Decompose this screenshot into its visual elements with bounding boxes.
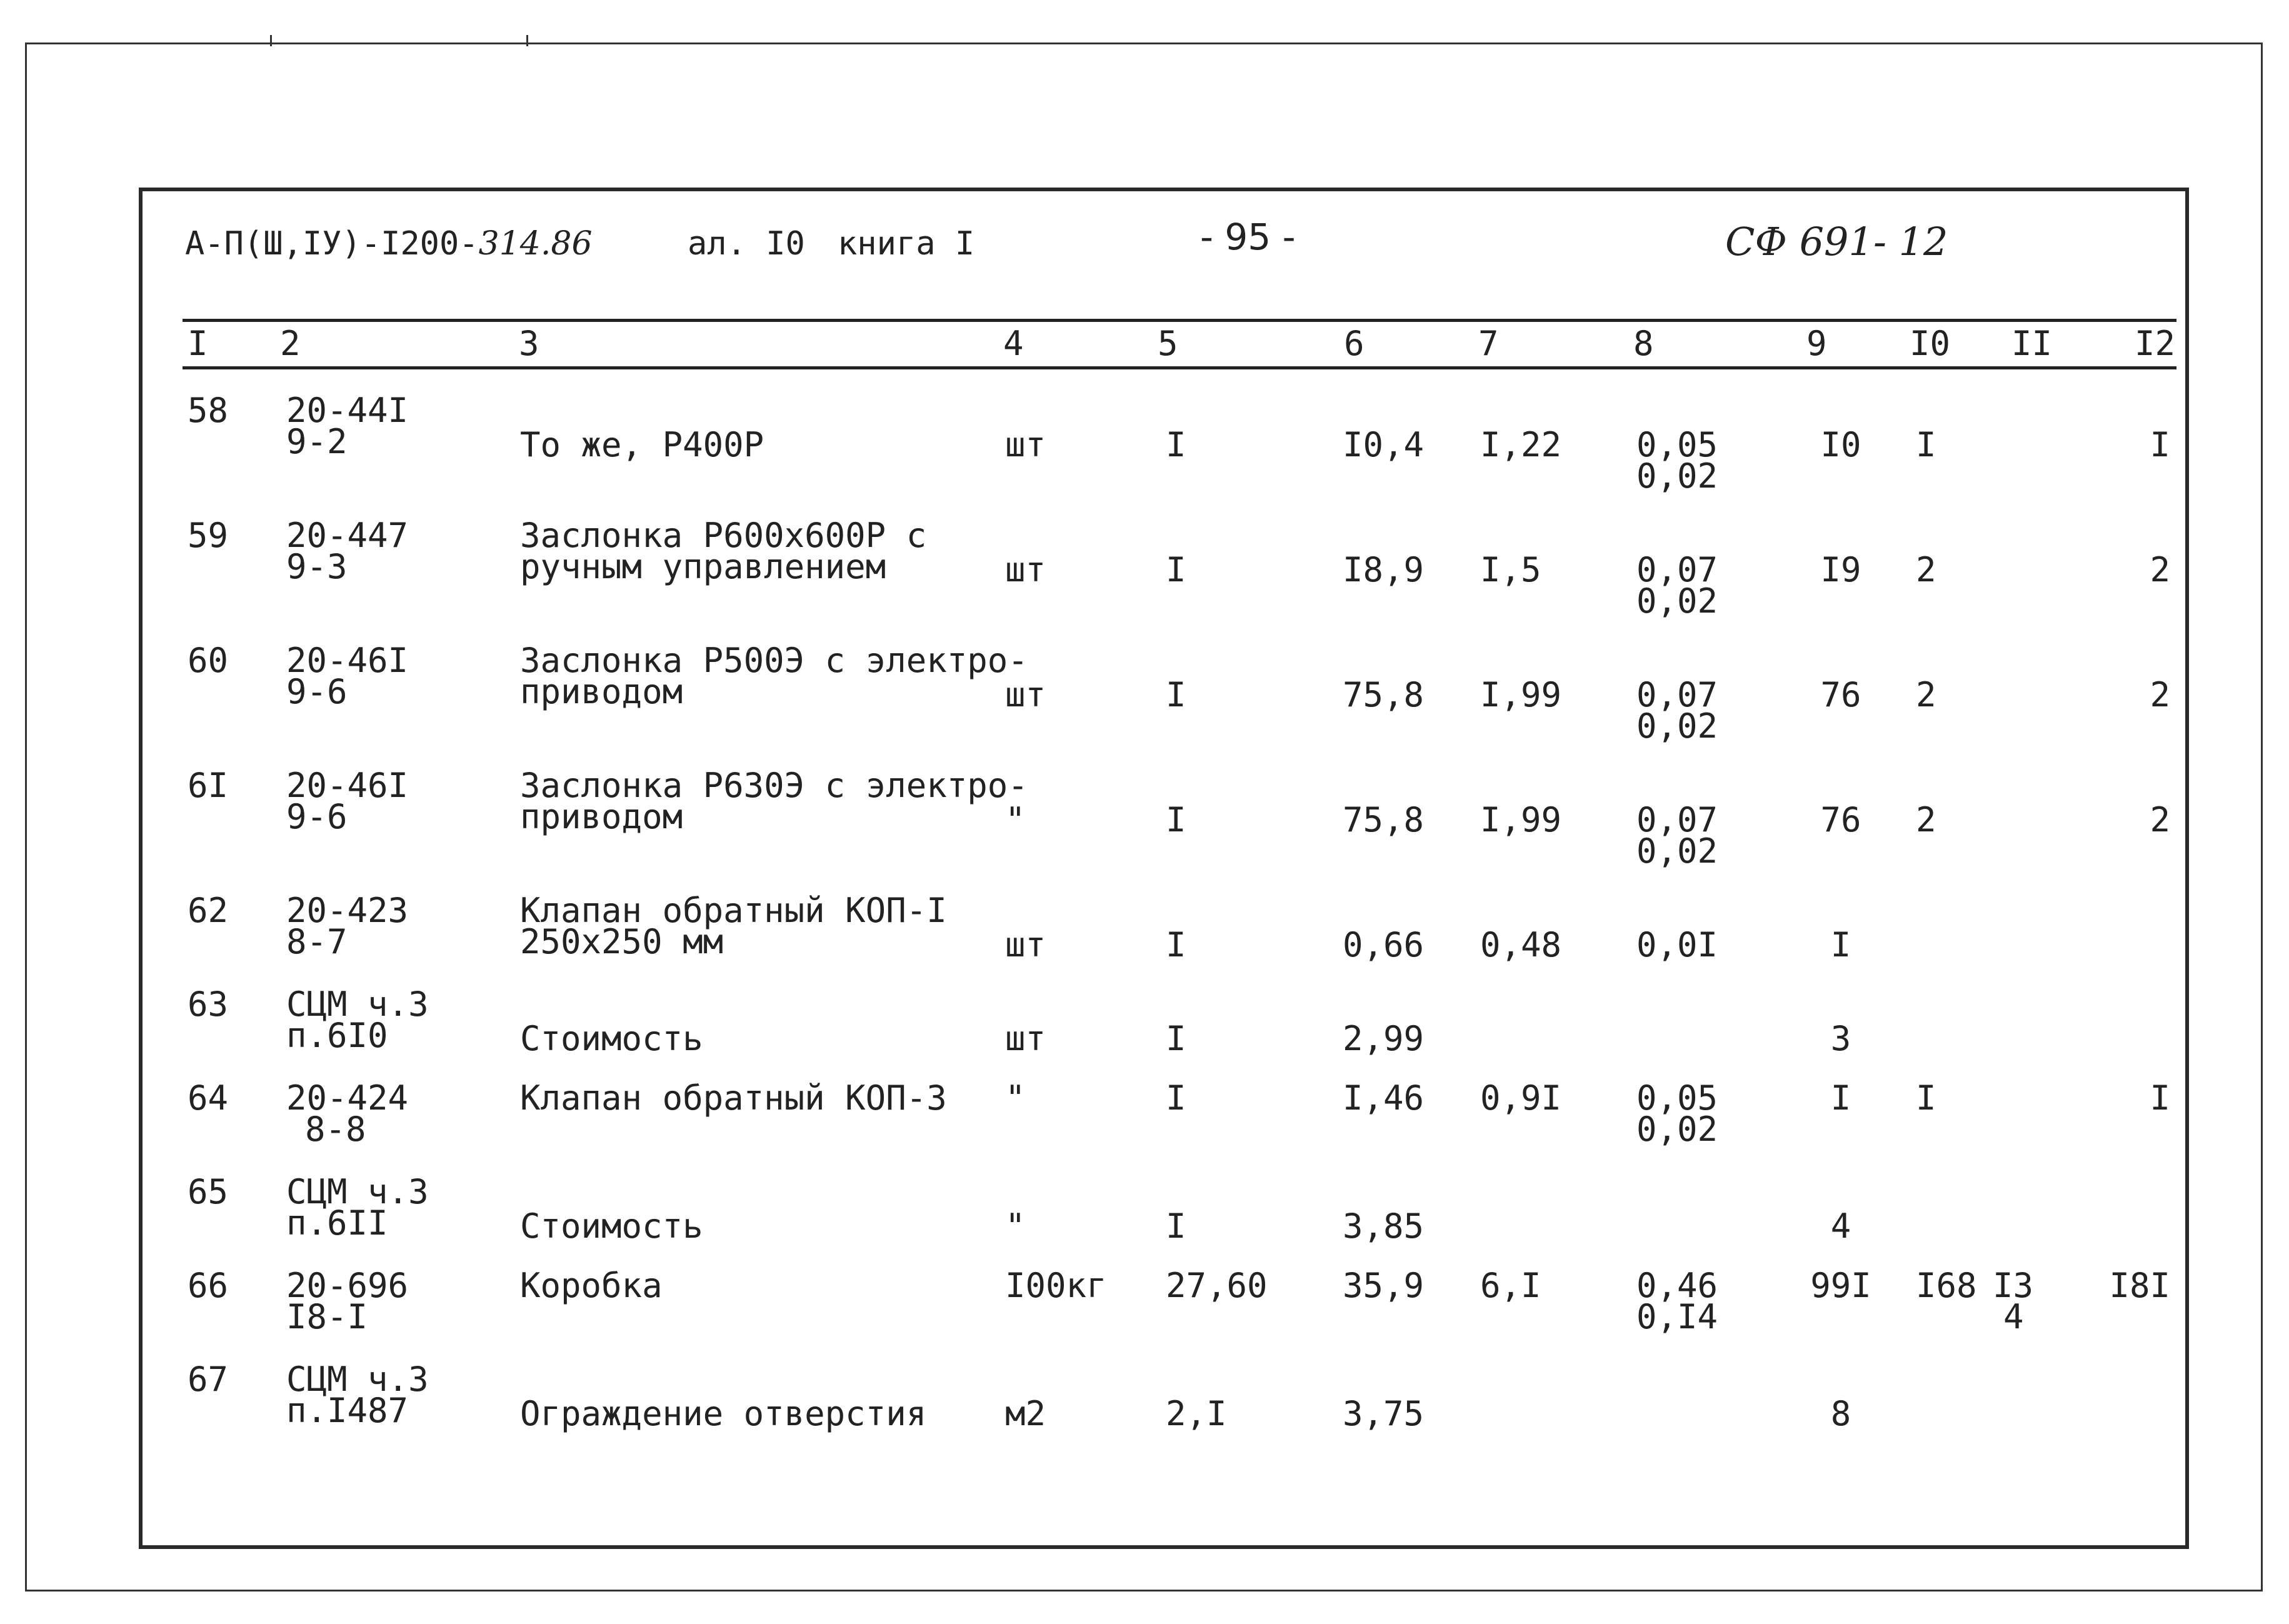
- quantity: 27,60: [1166, 1266, 1268, 1305]
- col8-value-1: 0,07: [1636, 550, 1718, 589]
- row-number: 64: [188, 1078, 229, 1118]
- column-number-12: I2: [2135, 324, 2176, 363]
- col7-value: 0,9I: [1480, 1078, 1562, 1118]
- table-row: [0, 1172, 2289, 1246]
- name-line-2: Стоимость: [520, 1206, 703, 1246]
- frame-tick-left: [270, 35, 272, 46]
- row-number: 58: [188, 391, 229, 430]
- code-line-1: СЦМ ч.3: [286, 985, 429, 1024]
- col8-value-2: 0,I4: [1636, 1297, 1718, 1336]
- col6-value: I0,4: [1342, 425, 1424, 464]
- column-number-6: 6: [1344, 324, 1365, 363]
- code-line-1: 20-696: [286, 1266, 409, 1305]
- quantity: I: [1166, 550, 1186, 589]
- quantity: I: [1166, 425, 1186, 464]
- col8-value-2: 0,02: [1636, 456, 1718, 496]
- col8-value-2: 0,02: [1636, 706, 1718, 746]
- unit: ": [1005, 1078, 1026, 1118]
- col6-value: 2,99: [1342, 1019, 1424, 1058]
- column-number-10: I0: [1910, 324, 1951, 363]
- code-line-2: 9-6: [286, 797, 348, 836]
- code-line-1: 20-46I: [286, 766, 409, 805]
- col9-value: I9: [1820, 550, 1861, 589]
- col8-value-2: 0,02: [1636, 831, 1718, 871]
- code-line-1: 20-423: [286, 891, 409, 930]
- row-number: 62: [188, 891, 229, 930]
- col6-value: 75,8: [1342, 800, 1424, 840]
- code-line-2: 9-2: [286, 422, 348, 461]
- column-number-7: 7: [1478, 324, 1499, 363]
- col9-value: 8: [1830, 1394, 1851, 1433]
- code-line-2: п.I487: [286, 1391, 409, 1430]
- name-line-1: Клапан обратный КОП-I: [520, 891, 947, 930]
- name-line-1: Заслонка Р500Э с электро-: [520, 641, 1028, 680]
- col6-value: I,46: [1342, 1078, 1424, 1118]
- col7-value: 6,I: [1480, 1266, 1541, 1305]
- album-label: ал. I0: [688, 225, 805, 263]
- code-line-1: 20-424: [286, 1078, 409, 1118]
- column-number-9: 9: [1806, 324, 1827, 363]
- col8-value-2: 0,02: [1636, 581, 1718, 621]
- name-line-1: Клапан обратный КОП-3: [520, 1078, 947, 1118]
- code-line-1: 20-447: [286, 516, 409, 555]
- col12-value: 2: [2150, 675, 2170, 714]
- col6-value: 3,75: [1342, 1394, 1424, 1433]
- code-line-2: 8-7: [286, 922, 348, 961]
- quantity: I: [1166, 925, 1186, 965]
- code-line-2: 8-8: [305, 1110, 366, 1149]
- col12-value: 2: [2150, 550, 2170, 589]
- col12-value: I8I: [2109, 1266, 2170, 1305]
- row-number: 60: [188, 641, 229, 680]
- quantity: I: [1166, 675, 1186, 714]
- code-line-1: СЦМ ч.3: [286, 1360, 429, 1399]
- table-row: [0, 1266, 2289, 1336]
- col7-value: I,99: [1480, 675, 1562, 714]
- col8-value-2: 0,0I: [1636, 925, 1718, 965]
- table-row: [0, 391, 2289, 496]
- code-line-1: СЦМ ч.3: [286, 1172, 429, 1211]
- col9-value: 3: [1830, 1019, 1851, 1058]
- col8-value-1: 0,46: [1636, 1266, 1718, 1305]
- name-line-2: Стоимость: [520, 1019, 703, 1058]
- unit: шт: [1005, 675, 1046, 714]
- col7-value: I,22: [1480, 425, 1562, 464]
- column-number-3: 3: [519, 324, 539, 363]
- col10-value: I68: [1916, 1266, 1977, 1305]
- column-number-4: 4: [1003, 324, 1024, 363]
- unit: шт: [1005, 1019, 1046, 1058]
- column-number-2: 2: [280, 324, 301, 363]
- col9-value: 99I: [1810, 1266, 1871, 1305]
- table-row: [0, 985, 2289, 1058]
- table-row: [0, 891, 2289, 965]
- col10-value: 2: [1916, 800, 1936, 840]
- col11-value-1: I3: [1993, 1266, 2034, 1305]
- doc-code-print: А-П(Ш,IУ)-I200-: [185, 225, 479, 263]
- row-number: 66: [188, 1266, 229, 1305]
- col6-value: 75,8: [1342, 675, 1424, 714]
- row-number: 6I: [188, 766, 229, 805]
- col10-value: I: [1916, 425, 1936, 464]
- col8-value-1: 0,07: [1636, 675, 1718, 714]
- col9-value: I: [1830, 925, 1851, 965]
- header-rule-top: [183, 319, 2176, 322]
- col8-value-2: 0,02: [1636, 1110, 1718, 1149]
- code-line-1: 20-46I: [286, 641, 409, 680]
- quantity: I: [1166, 1078, 1186, 1118]
- code-line-2: 9-3: [286, 547, 348, 586]
- name-line-2: приводом: [520, 797, 683, 836]
- name-line-2: То же, Р400Р: [520, 425, 764, 464]
- code-line-1: 20-44I: [286, 391, 409, 430]
- col10-value: 2: [1916, 550, 1936, 589]
- table-row: [0, 641, 2289, 746]
- col12-value: 2: [2150, 800, 2170, 840]
- page-number: - 95 -: [1200, 216, 1296, 258]
- inner-frame: [139, 188, 2189, 1549]
- unit: шт: [1005, 925, 1046, 965]
- table-row: [0, 516, 2289, 621]
- col9-value: 76: [1820, 675, 1861, 714]
- unit: шт: [1005, 425, 1046, 464]
- col8-value-1: 0,05: [1636, 425, 1718, 464]
- col9-value: I0: [1820, 425, 1861, 464]
- unit: шт: [1005, 550, 1046, 589]
- unit: ": [1005, 1206, 1026, 1246]
- code-line-2: 9-6: [286, 672, 348, 711]
- table-row: [0, 1360, 2289, 1433]
- code-line-2: I8-I: [286, 1297, 368, 1336]
- col12-value: I: [2150, 1078, 2170, 1118]
- col9-value: I: [1830, 1078, 1851, 1118]
- name-line-1: Коробка: [520, 1266, 663, 1305]
- quantity: I: [1166, 1206, 1186, 1246]
- col10-value: 2: [1916, 675, 1936, 714]
- book-label: книга I: [838, 225, 975, 263]
- quantity: I: [1166, 800, 1186, 840]
- col12-value: I: [2150, 425, 2170, 464]
- frame-tick-mid: [526, 35, 528, 46]
- table-row: [0, 1078, 2289, 1149]
- col7-value: 0,48: [1480, 925, 1562, 965]
- name-line-2: 250х250 мм: [520, 922, 724, 961]
- code-line-2: п.6I0: [286, 1016, 388, 1055]
- col8-value-1: 0,05: [1636, 1078, 1718, 1118]
- column-number-11: II: [2011, 324, 2053, 363]
- quantity: I: [1166, 1019, 1186, 1058]
- row-number: 63: [188, 985, 229, 1024]
- row-number: 65: [188, 1172, 229, 1211]
- column-number-8: 8: [1633, 324, 1654, 363]
- col10-value: I: [1916, 1078, 1936, 1118]
- name-line-2: Ограждение отверстия: [520, 1394, 927, 1433]
- quantity: 2,I: [1166, 1394, 1227, 1433]
- stamp-handwritten: СФ 691- 12: [1725, 219, 1948, 264]
- table-row: [0, 766, 2289, 871]
- name-line-2: ручным управлением: [520, 547, 886, 586]
- row-number: 67: [188, 1360, 229, 1399]
- code-line-2: п.6II: [286, 1203, 388, 1243]
- name-line-1: Заслонка Р600х600Р с: [520, 516, 927, 555]
- col6-value: 35,9: [1342, 1266, 1424, 1305]
- column-number-1: I: [188, 324, 208, 363]
- col9-value: 76: [1820, 800, 1861, 840]
- col6-value: I8,9: [1342, 550, 1424, 589]
- unit: ": [1005, 800, 1026, 840]
- col7-value: I,99: [1480, 800, 1562, 840]
- unit: м2: [1005, 1394, 1046, 1433]
- header-rule-bottom: [183, 366, 2176, 369]
- col7-value: I,5: [1480, 550, 1541, 589]
- unit: I00кг: [1005, 1266, 1107, 1305]
- name-line-1: Заслонка Р630Э с электро-: [520, 766, 1028, 805]
- doc-code-handwritten: 314.86: [478, 225, 593, 263]
- column-number-5: 5: [1158, 324, 1178, 363]
- col11-value-2: 4: [2003, 1297, 2024, 1336]
- col6-value: 0,66: [1342, 925, 1424, 965]
- col6-value: 3,85: [1342, 1206, 1424, 1246]
- name-line-2: приводом: [520, 672, 683, 711]
- row-number: 59: [188, 516, 229, 555]
- col8-value-1: 0,07: [1636, 800, 1718, 840]
- col9-value: 4: [1830, 1206, 1851, 1246]
- doc-code: [185, 225, 593, 263]
